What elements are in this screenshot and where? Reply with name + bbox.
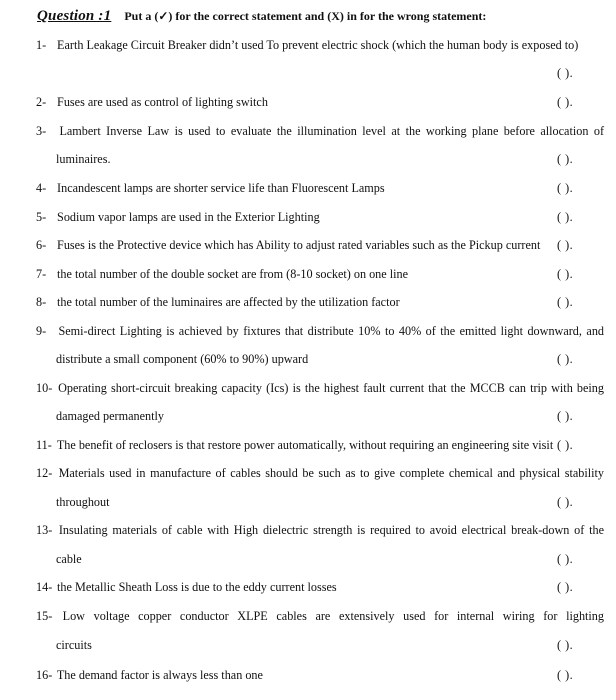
question-8-text: the total number of the luminaires are affected by the utilization factor (57, 295, 400, 309)
question-12: 12- Materials used in manufacture of cables should be such as to give complete chemical and physical stability (36, 466, 604, 480)
question-8: 8- the total number of the luminaires are affected by the utilization factor (36, 295, 400, 309)
answer-blank-12[interactable]: ( ). (557, 495, 574, 509)
question-3: 3- Lambert Inverse Law is used to evaluate the illumination level at the working plane before allocation of (36, 124, 605, 138)
question-13: 13- Insulating materials of cable with High dielectric strength is required to avoid electrical break-down of the (36, 523, 604, 537)
answer-blank-11[interactable]: ( ). (557, 438, 574, 452)
question-4: 4- Incandescent lamps are shorter service life than Fluorescent Lamps (36, 181, 385, 195)
answer-blank-1[interactable]: ( ). (557, 66, 574, 80)
question-3-text: Lambert Inverse Law is used to evaluate the illumination level at the working plane before allocation of (59, 124, 605, 138)
question-9-continuation: distribute a small component (60% to 90%) upward (56, 352, 309, 366)
question-11-text: The benefit of reclosers is that restore power automatically, without requiring an engineering site visit (56, 438, 554, 452)
question-5: 5- Sodium vapor lamps are used in the Exterior Lighting (36, 210, 320, 224)
answer-blank-16[interactable]: ( ). (557, 668, 574, 682)
question-7-text: the total number of the double socket are from (8-10 socket) on one line (57, 267, 409, 281)
question-4-text: Incandescent lamps are shorter service life than Fluorescent Lamps (57, 181, 385, 195)
question-9: 9- Semi-direct Lighting is achieved by fixtures that distribute 10% to 40% of the emitted light downward, and (36, 324, 605, 338)
answer-blank-6[interactable]: ( ). (557, 238, 574, 252)
question-header (37, 8, 486, 25)
question-6: 6- Fuses is the Protective device which has Ability to adjust rated variables such as the Pickup current (36, 238, 541, 252)
question-label: Question :1 (37, 8, 112, 24)
question-12-text: Materials used in manufacture of cables should be such as to give complete chemical and physical stability (58, 466, 604, 480)
question-7: 7- the total number of the double socket are from (8-10 socket) on one line (36, 267, 409, 281)
answer-blank-2[interactable]: ( ). (557, 95, 574, 109)
question-11: 11- The benefit of reclosers is that restore power automatically, without requiring an engineering site visit (36, 438, 554, 452)
question-6-text: Fuses is the Protective device which has Ability to adjust rated variables such as the Pickup current (57, 238, 541, 252)
answer-blank-8[interactable]: ( ). (557, 295, 574, 309)
question-16: 16- The demand factor is always less than one (36, 668, 263, 682)
answer-blank-10[interactable]: ( ). (557, 409, 574, 423)
answer-blank-7[interactable]: ( ). (557, 267, 574, 281)
question-2: 2- Fuses are used as control of lighting switch (36, 95, 268, 109)
question-10-text: Operating short-circuit breaking capacity (Ics) is the highest fault current that the MCCB can trip with being (58, 381, 604, 395)
question-5-text: Sodium vapor lamps are used in the Exterior Lighting (57, 210, 320, 224)
question-15-continuation: circuits (56, 638, 92, 652)
answer-blank-15[interactable]: ( ). (557, 638, 574, 652)
question-9-text: Semi-direct Lighting is achieved by fixtures that distribute 10% to 40% of the emitted light downward, and (58, 324, 605, 338)
answer-blank-5[interactable]: ( ). (557, 210, 574, 224)
question-1: 1- Earth Leakage Circuit Breaker didn’t used To prevent electric shock (which the human body is exposed to) (36, 38, 579, 52)
question-15: 15- Low voltage copper conductor XLPE cables are extensively used for internal wiring for lighting (36, 609, 604, 623)
question-1-text: Earth Leakage Circuit Breaker didn’t used To prevent electric shock (which the human body is exposed to) (57, 38, 579, 52)
question-13-text: Insulating materials of cable with High dielectric strength is required to avoid electrical break-down of the (58, 523, 604, 537)
question-13-continuation: cable (56, 552, 82, 566)
answer-blank-14[interactable]: ( ). (557, 580, 574, 594)
question-10-continuation: damaged permanently (56, 409, 164, 423)
answer-blank-3[interactable]: ( ). (557, 152, 574, 166)
question-10: 10- Operating short-circuit breaking capacity (Ics) is the highest fault current that the MCCB can trip with being (36, 381, 604, 395)
question-instruction: Put a (✓) for the correct statement and (X) in for the wrong statement: (124, 9, 487, 23)
question-15-text: Low voltage copper conductor XLPE cables are extensively used for internal wiring for lighting (62, 609, 604, 623)
question-14: 14- the Metallic Sheath Loss is due to the eddy current losses (36, 580, 337, 594)
answer-blank-9[interactable]: ( ). (557, 352, 574, 366)
question-2-text: Fuses are used as control of lighting switch (57, 95, 268, 109)
question-3-continuation: luminaires. (56, 152, 111, 166)
answer-blank-13[interactable]: ( ). (557, 552, 574, 566)
question-16-text: The demand factor is always less than one (56, 668, 263, 682)
question-12-continuation: throughout (56, 495, 110, 509)
question-14-text: the Metallic Sheath Loss is due to the eddy current losses (57, 580, 337, 594)
answer-blank-4[interactable]: ( ). (557, 181, 574, 195)
